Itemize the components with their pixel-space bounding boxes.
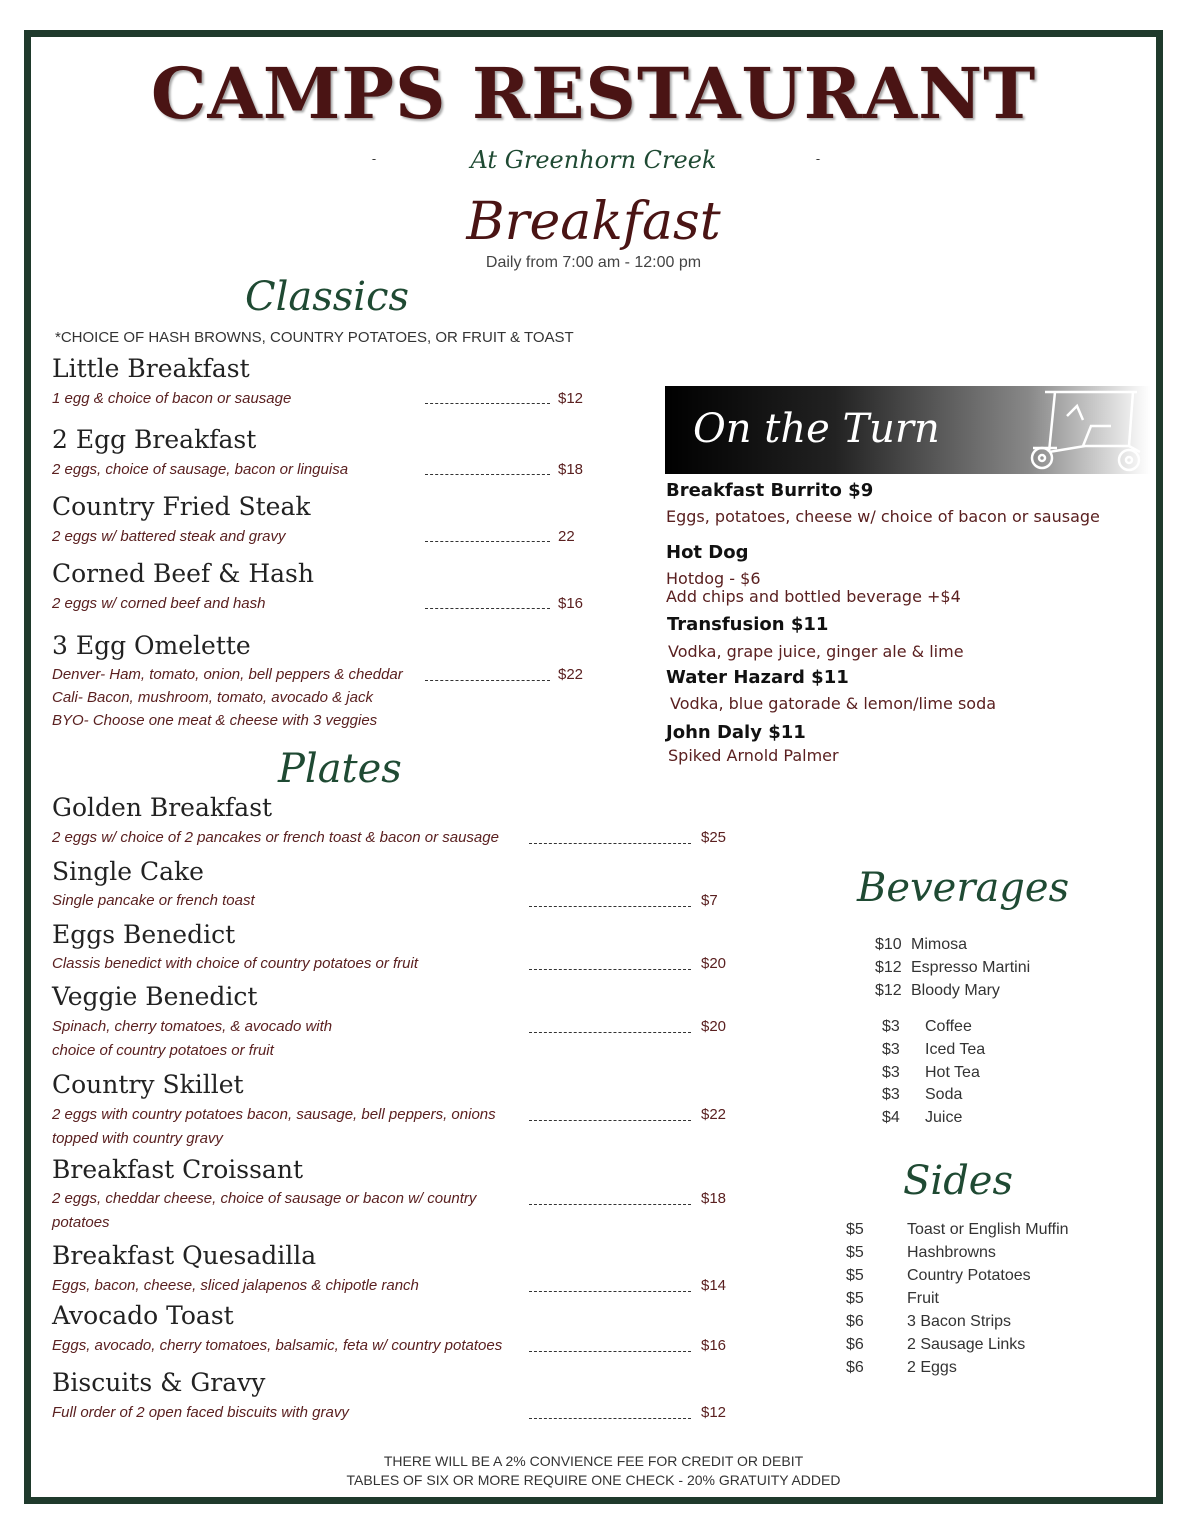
side-name: Toast or English Muffin xyxy=(907,1221,1069,1238)
menu-item-description: Spinach, cherry tomatoes, & avocado with xyxy=(52,1018,333,1035)
menu-item-description: 2 eggs w/ corned beef and hash xyxy=(52,595,266,612)
menu-item-description: 2 eggs, cheddar cheese, choice of sausage or bacon w/ country xyxy=(52,1190,477,1207)
turn-item-description: Spiked Arnold Palmer xyxy=(668,746,839,765)
on-the-turn-heading: On the Turn xyxy=(693,406,940,452)
menu-item-price: $7 xyxy=(701,892,718,909)
menu-item-price: $18 xyxy=(701,1190,727,1207)
side-price: $6 xyxy=(846,1313,864,1330)
menu-item-price: $25 xyxy=(701,829,727,846)
side-price: $5 xyxy=(846,1290,864,1307)
turn-item-description: Eggs, potatoes, cheese w/ choice of bacon or sausage xyxy=(666,507,1100,526)
beverage-price: $3 xyxy=(882,1086,900,1103)
hours-text: Daily from 7:00 am - 12:00 pm xyxy=(485,254,702,271)
leader-dots xyxy=(529,906,691,907)
menu-item-description: BYO- Choose one meat & cheese with 3 veggies xyxy=(52,712,378,729)
menu-item-description: 2 eggs with country potatoes bacon, sausage, bell peppers, onions xyxy=(52,1106,496,1123)
menu-item-description: Denver- Ham, tomato, onion, bell peppers & cheddar xyxy=(52,666,403,683)
menu-item-name: Eggs Benedict xyxy=(52,920,236,949)
menu-item-name: Single Cake xyxy=(52,857,204,886)
side-name: Country Potatoes xyxy=(907,1267,1031,1284)
menu-item-description: 2 eggs w/ battered steak and gravy xyxy=(52,528,286,545)
side-name: 2 Sausage Links xyxy=(907,1336,1026,1353)
on-the-turn-banner xyxy=(665,386,1150,474)
menu-item-name: 3 Egg Omelette xyxy=(52,631,251,660)
menu-item-price: $16 xyxy=(701,1337,727,1354)
beverage-name: Mimosa xyxy=(911,936,968,953)
beverage-name: Soda xyxy=(925,1086,963,1103)
turn-item-description: Add chips and bottled beverage +$4 xyxy=(666,587,961,606)
turn-item-name: John Daly $11 xyxy=(666,722,806,743)
beverage-name: Bloody Mary xyxy=(911,982,1000,999)
beverage-name: Iced Tea xyxy=(925,1041,986,1058)
leader-dots xyxy=(529,1351,691,1352)
leader-dots xyxy=(529,843,691,844)
menu-item-description: topped with country gravy xyxy=(52,1130,223,1147)
beverage-price: $12 xyxy=(875,982,902,999)
menu-item-name: Country Skillet xyxy=(52,1070,244,1099)
leader-dots xyxy=(529,1418,691,1419)
leader-dots xyxy=(425,474,550,475)
side-name: Fruit xyxy=(907,1290,939,1307)
side-price: $6 xyxy=(846,1336,864,1353)
side-name: 3 Bacon Strips xyxy=(907,1313,1012,1330)
beverage-name: Coffee xyxy=(925,1018,972,1035)
menu-item-price: $12 xyxy=(558,390,584,407)
beverage-price: $3 xyxy=(882,1018,900,1035)
menu-item-description: Full order of 2 open faced biscuits with gravy xyxy=(52,1404,349,1421)
menu-item-name: 2 Egg Breakfast xyxy=(52,425,257,454)
side-name: 2 Eggs xyxy=(907,1359,957,1376)
beverage-name: Espresso Martini xyxy=(911,959,1031,976)
menu-item-name: Breakfast Quesadilla xyxy=(52,1241,317,1270)
menu-item-name: Country Fried Steak xyxy=(52,492,311,521)
turn-item-description: Vodka, blue gatorade & lemon/lime soda xyxy=(670,694,997,713)
beverage-name: Hot Tea xyxy=(925,1064,980,1081)
menu-item-description: Classis benedict with choice of country potatoes or fruit xyxy=(52,955,419,972)
menu-item-price: $18 xyxy=(558,461,584,478)
menu-item-description: potatoes xyxy=(52,1214,110,1231)
turn-item-name: Water Hazard $11 xyxy=(666,667,849,688)
leader-dots xyxy=(425,608,550,609)
sides-heading: Sides xyxy=(903,1158,1013,1204)
side-price: $5 xyxy=(846,1244,864,1261)
beverage-price: $12 xyxy=(875,959,902,976)
leader-dots xyxy=(529,969,691,970)
menu-item-name: Golden Breakfast xyxy=(52,793,273,822)
menu-item-price: 22 xyxy=(558,528,575,545)
right-flourish-ornament xyxy=(744,156,892,160)
menu-item-price: $22 xyxy=(701,1106,727,1123)
turn-item-description: Hotdog - $6 xyxy=(666,569,761,588)
menu-item-name: Little Breakfast xyxy=(52,354,250,383)
turn-item-description: Vodka, grape juice, ginger ale & lime xyxy=(668,642,964,661)
leader-dots xyxy=(529,1120,691,1121)
menu-item-price: $12 xyxy=(701,1404,727,1421)
turn-item-name: Breakfast Burrito $9 xyxy=(666,480,874,501)
menu-item-description: 2 eggs, choice of sausage, bacon or linguisa xyxy=(52,461,349,478)
menu-item-price: $22 xyxy=(558,666,584,683)
menu-item-description: Cali- Bacon, mushroom, tomato, avocado & jack xyxy=(52,689,373,706)
turn-item-name: Transfusion $11 xyxy=(667,614,829,635)
menu-item-description: Eggs, avocado, cherry tomatoes, balsamic, feta w/ country potatoes xyxy=(52,1337,503,1354)
beverage-price: $3 xyxy=(882,1041,900,1058)
menu-item-description: 2 eggs w/ choice of 2 pancakes or french toast & bacon or sausage xyxy=(52,829,499,846)
menu-item-price: $20 xyxy=(701,955,727,972)
menu-item-description: 1 egg & choice of bacon or sausage xyxy=(52,390,292,407)
beverage-price: $10 xyxy=(875,936,902,953)
side-price: $6 xyxy=(846,1359,864,1376)
side-name: Hashbrowns xyxy=(907,1244,996,1261)
footer-gratuity-notice: TABLES OF SIX OR MORE REQUIRE ONE CHECK - 20% GRATUITY ADDED xyxy=(346,1472,841,1488)
beverage-price: $4 xyxy=(882,1109,900,1126)
menu-item-price: $20 xyxy=(701,1018,727,1035)
beverage-price: $3 xyxy=(882,1064,900,1081)
classics-note: *CHOICE OF HASH BROWNS, COUNTRY POTATOES, OR FRUIT & TOAST xyxy=(55,329,574,346)
menu-item-description: Single pancake or french toast xyxy=(52,892,255,909)
restaurant-title: CAMPS RESTAURANT xyxy=(150,52,1037,135)
golf-cart-icon xyxy=(1025,386,1150,474)
restaurant-subtitle: At Greenhorn Creek xyxy=(470,146,717,174)
side-price: $5 xyxy=(846,1267,864,1284)
classics-heading: Classics xyxy=(245,274,410,320)
leader-dots xyxy=(529,1291,691,1292)
beverages-heading: Beverages xyxy=(857,865,1070,911)
menu-item-name: Avocado Toast xyxy=(52,1301,234,1330)
plates-heading: Plates xyxy=(278,746,402,792)
turn-item-name: Hot Dog xyxy=(666,542,749,563)
menu-section-title: Breakfast xyxy=(466,192,721,252)
leader-dots xyxy=(425,403,550,404)
menu-item-name: Biscuits & Gravy xyxy=(52,1368,266,1397)
menu-item-description: choice of country potatoes or fruit xyxy=(52,1042,274,1059)
menu-item-name: Corned Beef & Hash xyxy=(52,559,314,588)
menu-item-description: Eggs, bacon, cheese, sliced jalapenos & chipotle ranch xyxy=(52,1277,419,1294)
menu-item-name: Veggie Benedict xyxy=(52,982,258,1011)
leader-dots xyxy=(425,541,550,542)
leader-dots xyxy=(529,1032,691,1033)
footer-fee-notice: THERE WILL BE A 2% CONVIENCE FEE FOR CREDIT OR DEBIT xyxy=(383,1453,804,1469)
beverage-name: Juice xyxy=(925,1109,963,1126)
side-price: $5 xyxy=(846,1221,864,1238)
menu-item-price: $16 xyxy=(558,595,584,612)
leader-dots xyxy=(425,680,550,681)
menu-item-name: Breakfast Croissant xyxy=(52,1155,303,1184)
menu-item-price: $14 xyxy=(701,1277,727,1294)
leader-dots xyxy=(529,1204,691,1205)
